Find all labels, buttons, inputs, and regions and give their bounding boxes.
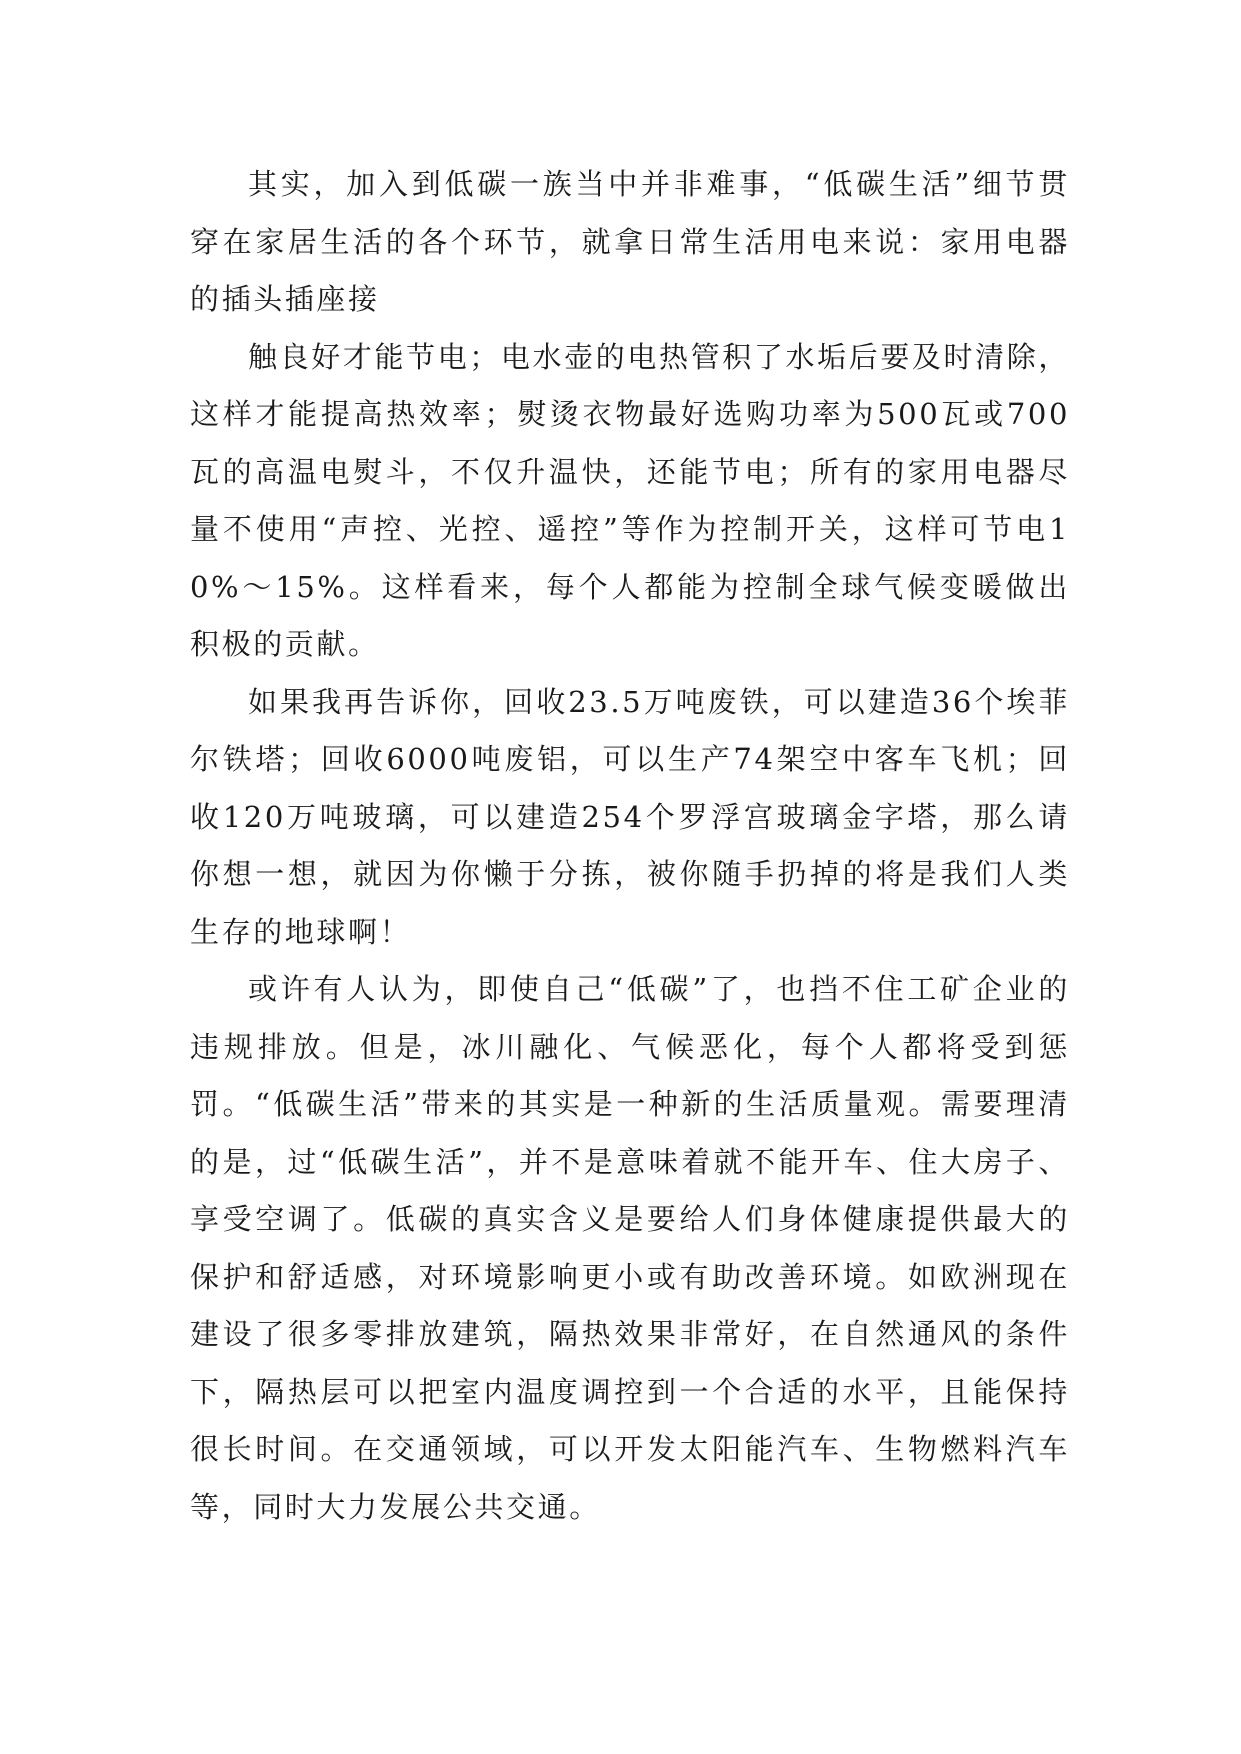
paragraph-3: 如果我再告诉你，回收23.5万吨废铁，可以建造36个埃菲尔铁塔；回收6000吨废铝，可以生产74架空中客车飞机；回收120万吨玻璃，可以建造254个罗浮宫玻璃金字塔，那么请你想一想，就因为你懒于分拣，被你随手扔掉的将是我们人类生存的地球啊！ [190,684,1070,949]
paragraph-1: 其实，加入到低碳一族当中并非难事，“低碳生活”细节贯穿在家居生活的各个环节，就拿日常生活用电来说：家用电器的插头插座接 [190,167,1070,316]
article-body [190,156,1070,1536]
paragraph-4: 或许有人认为，即使自己“低碳”了，也挡不住工矿企业的违规排放。但是，冰川融化、气候恶化，每个人都将受到惩罚。“低碳生活”带来的其实是一种新的生活质量观。需要理清的是，过“低碳生活”，并不是意味着就不能开车、住大房子、享受空调了。低碳的真实含义是要给人们身体健康提供最大的保护和舒适感，对环境影响更小或有助改善环境。如欧洲现在建设了很多零排放建筑，隔热效果非常好，在自然通风的条件下，隔热层可以把室内温度调控到一个合适的水平，且能保持很长时间。在交通领域，可以开发太阳能汽车、生物燃料汽车等，同时大力发展公共交通。 [190,972,1070,1524]
paragraph-2: 触良好才能节电；电水壶的电热管积了水垢后要及时清除，这样才能提高热效率；熨烫衣物最好选购功率为500瓦或700瓦的高温电熨斗，不仅升温快，还能节电；所有的家用电器尽量不使用“声控、光控、遥控”等作为控制开关，这样可节电10%～15%。这样看来，每个人都能为控制全球气候变暖做出积极的贡献。 [190,339,1070,661]
